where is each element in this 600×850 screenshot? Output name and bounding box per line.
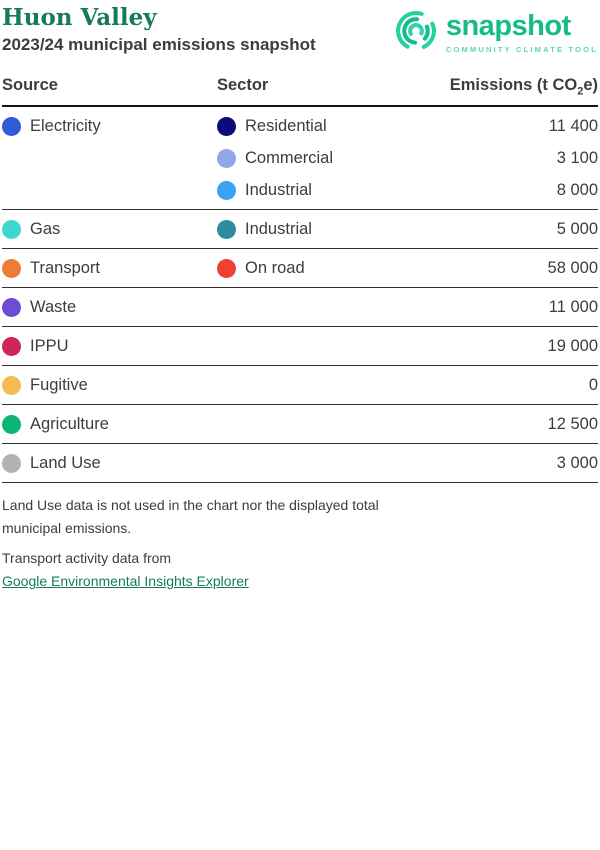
source-label: Agriculture (30, 414, 109, 433)
source-color-dot (2, 376, 21, 395)
sector-row (217, 408, 598, 440)
source-label: IPPU (30, 336, 69, 355)
emissions-value: 3 000 (556, 453, 598, 472)
sector-color-dot (217, 117, 236, 136)
sector-rows (217, 291, 598, 323)
table-row-group-electricity (2, 107, 598, 210)
sector-label: Industrial (245, 180, 312, 199)
source-cell (2, 330, 217, 362)
sector-rows (217, 330, 598, 362)
sector-label: Industrial (245, 219, 312, 238)
emissions-value: 58 000 (547, 258, 598, 277)
column-header-source: Source (2, 76, 58, 94)
source-label: Gas (30, 219, 61, 238)
google-insights-link[interactable]: Google Environmental Insights Explorer (2, 573, 249, 590)
sector-row (217, 369, 598, 401)
emissions-header-text: Emissions (t CO (449, 76, 578, 94)
sector-label: On road (245, 258, 305, 277)
table-row-group-land-use (2, 444, 598, 483)
transport-note (2, 547, 394, 593)
logo-text (446, 6, 598, 54)
emissions-value: 0 (588, 375, 598, 394)
sector-row (217, 447, 598, 479)
source-cell (2, 252, 217, 284)
emissions-value: 11 400 (548, 116, 598, 135)
source-label: Fugitive (30, 375, 88, 394)
land-use-note: Land Use data is not used in the chart nor the displayed total municipal emissions. (2, 497, 379, 537)
page-header (2, 5, 598, 59)
sector-rows (217, 252, 598, 284)
sector-rows (217, 213, 598, 245)
source-color-dot (2, 415, 21, 434)
sector-label: Residential (245, 116, 327, 135)
source-color-dot (2, 259, 21, 278)
footnotes (2, 494, 394, 593)
table-row-group-fugitive (2, 366, 598, 405)
emissions-header-subscript: 2 (577, 85, 584, 98)
emissions-value: 8 000 (556, 180, 598, 199)
sector-rows (217, 110, 598, 206)
sector-color-dot (217, 259, 236, 278)
sector-row (217, 142, 598, 174)
sector-color-dot (217, 181, 236, 200)
source-label: Waste (30, 297, 77, 316)
table-row-group-waste (2, 288, 598, 327)
emissions-value: 11 000 (548, 297, 598, 316)
sector-rows (217, 447, 598, 479)
sector-row (217, 110, 598, 142)
header-titles (2, 5, 316, 55)
logo-tagline: COMMUNITY CLIMATE TOOL (445, 45, 598, 54)
source-cell (2, 291, 217, 323)
source-label: Electricity (30, 116, 101, 135)
source-color-dot (2, 117, 21, 136)
table-header-row (2, 76, 598, 107)
source-color-dot (2, 220, 21, 239)
source-color-dot (2, 454, 21, 473)
source-label: Land Use (30, 453, 101, 472)
sector-row (217, 213, 598, 245)
sector-row (217, 252, 598, 284)
emissions-value: 12 500 (547, 414, 598, 433)
sector-row (217, 174, 598, 206)
table-row-group-ippu (2, 327, 598, 366)
column-header-sector: Sector (217, 76, 269, 94)
source-cell (2, 447, 217, 479)
sector-rows (217, 369, 598, 401)
source-cell (2, 110, 217, 142)
source-cell (2, 369, 217, 401)
emissions-header-suffix: e) (583, 76, 598, 94)
source-cell (2, 213, 217, 245)
table-row-group-agriculture (2, 405, 598, 444)
sector-color-dot (217, 149, 236, 168)
municipality-title: Huon Valley (2, 4, 157, 31)
column-header-emissions (450, 76, 598, 97)
sector-rows (217, 408, 598, 440)
source-cell (2, 408, 217, 440)
table-row-group-gas (2, 210, 598, 249)
page-subtitle: 2023/24 municipal emissions snapshot (2, 35, 316, 55)
emissions-value: 19 000 (547, 336, 598, 355)
sector-row (217, 330, 598, 362)
emissions-value: 5 000 (556, 219, 598, 238)
transport-note-text: Transport activity data from (2, 550, 172, 567)
source-color-dot (2, 337, 21, 356)
table-row-group-transport (2, 249, 598, 288)
logo-wordmark: snapshot (445, 10, 571, 42)
sector-label: Commercial (245, 148, 334, 167)
snapshot-logo (394, 5, 598, 59)
sector-row (217, 291, 598, 323)
source-label: Transport (30, 258, 100, 277)
snapshot-fingerprint-icon (394, 6, 438, 59)
emissions-value: 3 100 (556, 148, 598, 167)
source-color-dot (2, 298, 21, 317)
sector-color-dot (217, 220, 236, 239)
